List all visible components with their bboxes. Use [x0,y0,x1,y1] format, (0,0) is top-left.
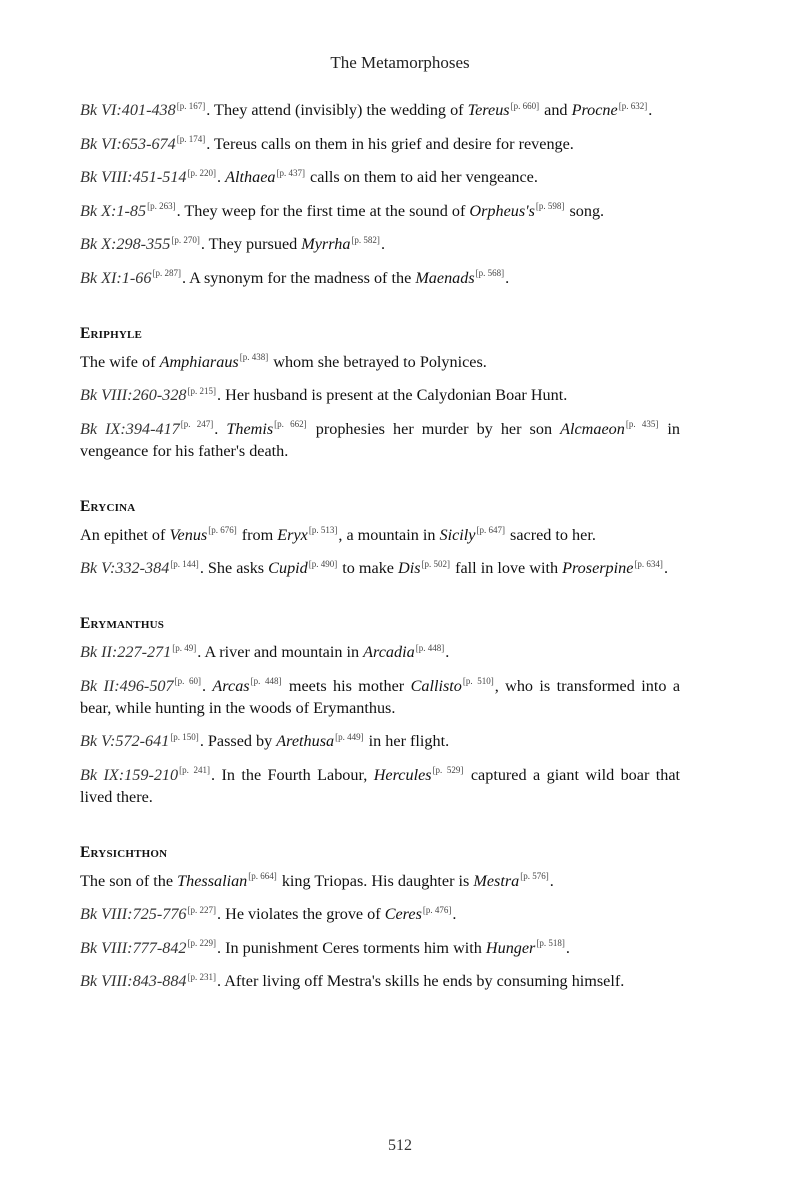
book-reference: Bk IX:159-210 [80,765,179,784]
entry-paragraph: Bk VIII:777-842[p. 229]. In punishment Ceres torments him with Hunger[p. 518]. [80,938,570,957]
book-reference: Bk II:496-507 [80,676,174,695]
section-eriphyle [80,323,680,462]
page-reference: [p. 241] [179,765,210,776]
top-entries [80,99,680,289]
page-reference: [p. 231] [187,971,217,982]
book-reference: Bk VIII:777-842 [80,938,187,957]
page-reference: [p. 437] [276,167,305,178]
page-reference: [p. 263] [147,201,176,212]
entry-paragraph: Bk XI:1-66[p. 287]. A synonym for the madness of the Maenads[p. 568]. [80,268,510,287]
name-link: Sicily [439,525,476,544]
page-reference: [p. 448] [250,676,282,687]
name-link: Callisto [410,676,462,695]
page-reference: [p. 664] [248,871,277,882]
name-link: Maenads [415,268,475,287]
page-reference: [p. 448] [415,642,445,653]
name-link: Themis [226,419,274,438]
name-link: Cupid [268,559,308,577]
name-link: Arcas [212,676,250,695]
book-reference: Bk VIII:260-328 [80,386,187,404]
entry-paragraph: Bk IX:159-210[p. 241]. In the Fourth Labour, Hercules[p. 529] captured a giant wild boar that lived there. [80,765,681,806]
page-reference: [p. 144] [170,558,199,569]
entry-paragraph: Bk VIII:451-514[p. 220]. Althaea[p. 437] calls on them to aid her vengeance. [80,167,538,186]
section-erysichthon [80,842,680,993]
name-link: Orpheus's [469,201,535,220]
name-link: Dis [398,559,421,577]
section-erymanthus [80,613,680,808]
book-reference: Bk VIII:725-776 [80,905,187,923]
name-link: Eryx [277,525,308,544]
page-reference: [p. 270] [171,234,200,245]
page-reference: [p. 660] [510,100,540,111]
entry-paragraph: Bk VIII:725-776[p. 227]. He violates the grove of Ceres[p. 476]. [80,904,457,923]
page-reference: [p. 568] [475,268,505,279]
running-header: The Metamorphoses [330,53,470,72]
name-link: Ceres [384,905,422,923]
page-reference: [p. 502] [421,558,451,569]
name-link: Hercules [373,765,432,784]
intro-paragraph: An epithet of Venus[p. 676] from Eryx[p. 513], a mountain in Sicily[p. 647] sacred to her. [80,525,596,544]
entry-paragraph: Bk X:1-85[p. 263]. They weep for the first time at the sound of Orpheus's[p. 598] song. [80,201,605,220]
name-link: Thessalian [177,871,248,890]
name-link: Amphiaraus [159,352,239,371]
name-link: Myrrha [301,235,351,253]
book-reference: Bk IX:394-417 [80,419,180,438]
book-reference: Bk V:572-641 [80,732,170,750]
book-reference: Bk II:227-271 [80,643,172,661]
entry-paragraph: Bk II:227-271[p. 49]. A river and mountain in Arcadia[p. 448]. [80,642,450,661]
page-reference: [p. 518] [536,938,565,949]
page-reference: [p. 220] [187,167,217,178]
name-link: Alcmaeon [560,419,625,438]
entry-paragraph: Bk VI:401-438[p. 167]. They attend (invisibly) the wedding of Tereus[p. 660] and Procne[p. 632]. [80,100,653,119]
name-link: Arcadia [363,643,415,661]
page-reference: [p. 167] [176,100,206,111]
book-reference: Bk VI:401-438 [80,101,176,119]
page-reference: [p. 576] [520,871,549,882]
name-link: Hunger [485,938,536,957]
name-link: Mestra [473,871,520,890]
page-reference: [p. 632] [618,100,648,111]
page-reference: [p. 634] [634,558,663,569]
intro-paragraph: The wife of Amphiaraus[p. 438] whom she betrayed to Polynices. [80,352,487,371]
page-reference: [p. 676] [208,525,237,536]
book-reference: Bk X:298-355 [80,235,171,253]
entry-paragraph: Bk VIII:260-328[p. 215]. Her husband is present at the Calydonian Boar Hunt. [80,385,568,404]
page-reference: [p. 287] [152,268,181,279]
entry-paragraph: Bk VIII:843-884[p. 231]. After living off Mestra's skills he ends by consuming himself. [80,971,625,990]
section-heading: Erymanthus [80,615,165,632]
book-reference: Bk X:1-85 [80,201,147,220]
intro-paragraph: The son of the Thessalian[p. 664] king Triopas. His daughter is Mestra[p. 576]. [80,871,554,890]
book-reference: Bk VIII:843-884 [80,972,187,990]
page-reference: [p. 598] [535,201,565,212]
page-content [80,99,680,1004]
page-reference: [p. 513] [308,525,338,536]
book-reference: Bk VI:653-674 [80,134,176,153]
page-reference: [p. 60] [174,676,201,687]
page-reference: [p. 150] [170,731,199,742]
entry-paragraph: Bk II:496-507[p. 60]. Arcas[p. 448] meets his mother Callisto[p. 510], who is transformed into a bear, while hunting in the woods of Erymanthus. [80,676,681,717]
page-reference: [p. 662] [274,419,307,430]
entry-paragraph: Bk V:332-384[p. 144]. She asks Cupid[p. 490] to make Dis[p. 502] fall in love with Proserpine[p. 634]. [80,558,668,577]
page-reference: [p. 174] [176,134,206,145]
page-reference: [p. 582] [351,234,380,245]
section-heading: Erycina [80,497,136,515]
page-reference: [p. 449] [335,731,364,742]
section-erycina [80,496,680,580]
page-reference: [p. 49] [172,642,197,653]
name-link: Althaea [225,168,276,186]
page-reference: [p. 476] [422,904,452,915]
page-reference: [p. 647] [476,525,505,536]
page-reference: [p. 229] [187,938,217,949]
name-link: Proserpine [562,559,634,577]
name-link: Arethusa [276,732,335,750]
book-reference: Bk V:332-384 [80,559,170,577]
name-link: Venus [169,525,208,544]
book-reference: Bk VIII:451-514 [80,168,187,186]
page-reference: [p. 438] [239,352,269,363]
name-link: Procne [571,101,618,119]
entry-paragraph: Bk IX:394-417[p. 247]. Themis[p. 662] prophesies her murder by her son Alcmaeon[p. 435] in vengeance for his father's death. [80,419,681,460]
page-reference: [p. 490] [308,558,338,569]
entry-paragraph: Bk X:298-355[p. 270]. They pursued Myrrha[p. 582]. [80,234,385,253]
entry-paragraph: Bk VI:653-674[p. 174]. Tereus calls on them in his grief and desire for revenge. [80,134,574,153]
page-reference: [p. 510] [462,676,494,687]
entry-paragraph: Bk V:572-641[p. 150]. Passed by Arethusa[p. 449] in her flight. [80,731,450,750]
page-reference: [p. 227] [187,904,217,915]
name-link: Tereus [467,101,510,119]
page-reference: [p. 215] [187,385,217,396]
page-number: 512 [388,1137,412,1154]
page-reference: [p. 529] [432,765,464,776]
page-reference: [p. 247] [180,419,214,430]
page-reference: [p. 435] [625,419,659,430]
book-reference: Bk XI:1-66 [80,268,152,287]
section-heading: Erysichthon [80,843,168,861]
section-heading: Eriphyle [80,324,143,342]
